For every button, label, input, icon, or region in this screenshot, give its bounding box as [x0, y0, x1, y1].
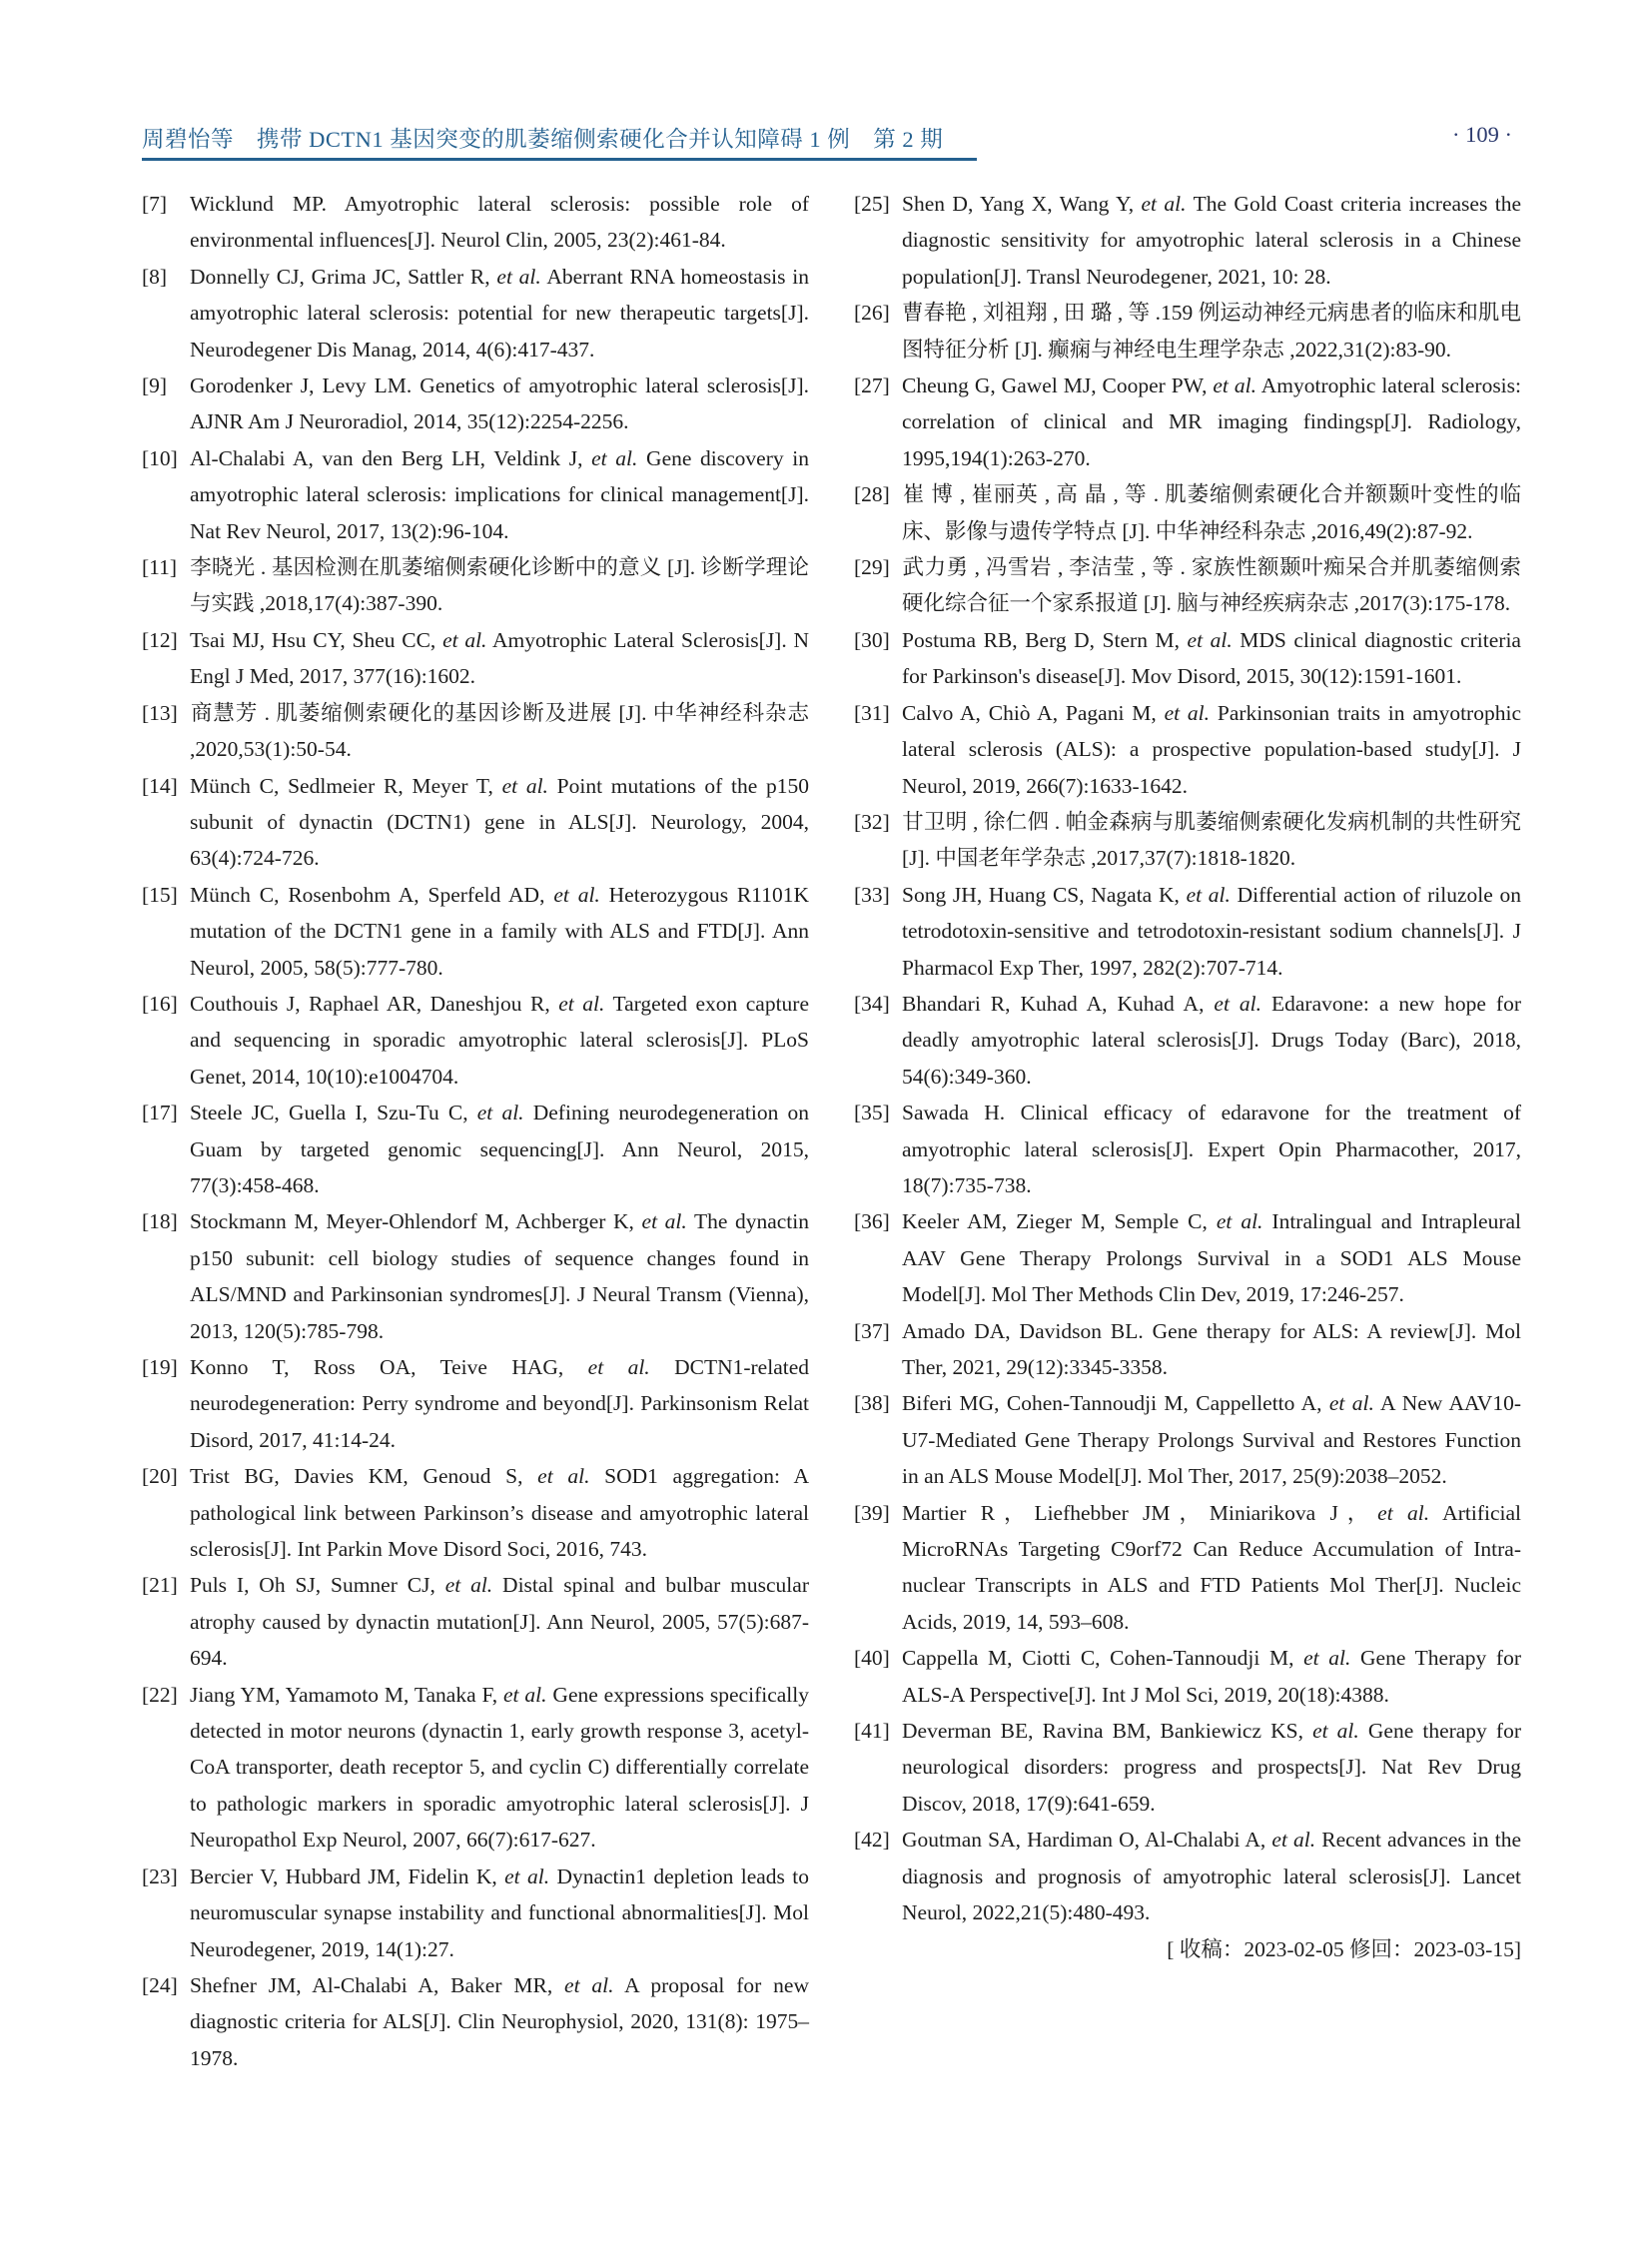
- reference-number: [32]: [854, 809, 890, 834]
- reference-item: [142, 986, 809, 1095]
- references-section: [142, 186, 1521, 2076]
- reference-item: [142, 1677, 809, 1859]
- reference-item: [142, 1458, 809, 1567]
- reference-item: [142, 1203, 809, 1349]
- reference-item: [142, 1567, 809, 1676]
- header-rule: [142, 158, 977, 161]
- reference-item: [854, 1713, 1521, 1822]
- reference-text: Amado DA, Davidson BL. Gene therapy for ALS: A review[J]. Mol Ther, 2021, 29(12):3345-3358.: [902, 1318, 1521, 1379]
- reference-text: 商慧芳 . 肌萎缩侧索硬化的基因诊断及进展 [J]. 中华神经科杂志 ,2020,53(1):50-54.: [190, 700, 809, 762]
- reference-item: [854, 804, 1521, 877]
- reference-number: [19]: [142, 1355, 178, 1379]
- reference-text: 甘卫明 , 徐仁伵 . 帕金森病与肌萎缩侧索硬化发病机制的共性研究 [J]. 中国老年学杂志 ,2017,37(7):1818-1820.: [902, 809, 1521, 871]
- reference-number: [31]: [854, 700, 890, 725]
- reference-number: [25]: [854, 192, 890, 216]
- references-column-right-list: [854, 186, 1521, 1931]
- references-column-right: [854, 186, 1521, 2076]
- reference-text: Bercier V, Hubbard JM, Fidelin K, et al. Dynactin1 depletion leads to neuromuscular synapse instability and functional abnormalities[J]. Mol Neurodegener, 2019, 14(1):27.: [190, 1864, 809, 1961]
- reference-number: [38]: [854, 1391, 890, 1416]
- reference-item: [142, 695, 809, 768]
- reference-text: Shefner JM, Al-Chalabi A, Baker MR, et al. A proposal for new diagnostic criteria for ALS[J]. Clin Neurophysiol, 2020, 131(8): 1975–1978.: [190, 1972, 809, 2070]
- reference-number: [27]: [854, 374, 890, 398]
- reference-text: Münch C, Sedlmeier R, Meyer T, et al. Point mutations of the p150 subunit of dynactin (DCTN1) gene in ALS[J]. Neurology, 2004, 63(4):724-726.: [190, 773, 809, 871]
- reference-item: [854, 476, 1521, 549]
- reference-number: [11]: [142, 555, 178, 580]
- reference-number: [36]: [854, 1209, 890, 1234]
- reference-number: [42]: [854, 1828, 890, 1853]
- reference-text: Sawada H. Clinical efficacy of edaravone for the treatment of amyotrophic lateral sclerosis[J]. Expert Opin Pharmacother, 2017, 18(7):735-738.: [902, 1101, 1521, 1197]
- reference-item: [142, 186, 809, 259]
- reference-text: Al-Chalabi A, van den Berg LH, Veldink J, et al. Gene discovery in amyotrophic lateral sclerosis: implications for clinical management[J]. Nat Rev Neurol, 2017, 13(2):96-104.: [190, 445, 809, 543]
- reference-number: [22]: [142, 1682, 178, 1707]
- reference-text: 李晓光 . 基因检测在肌萎缩侧索硬化诊断中的意义 [J]. 诊断学理论与实践 ,2018,17(4):387-390.: [190, 555, 809, 616]
- reference-number: [12]: [142, 627, 178, 652]
- reference-number: [10]: [142, 445, 178, 470]
- reference-text: Deverman BE, Ravina BM, Bankiewicz KS, et al. Gene therapy for neurological disorders: progress and prospects[J]. Nat Rev Drug Discov, 2018, 17(9):641-659.: [902, 1719, 1521, 1816]
- reference-text: Wicklund MP. Amyotrophic lateral sclerosis: possible role of environmental influences[J]. Neurol Clin, 2005, 23(2):461-84.: [190, 192, 809, 253]
- reference-text: Trist BG, Davies KM, Genoud S, et al. SOD1 aggregation: A pathological link between Parkinson’s disease and amyotrophic lateral sclerosis[J]. Int Parkin Move Disord Soci, 2016, 743.: [190, 1464, 809, 1562]
- reference-number: [8]: [142, 264, 168, 289]
- reference-text: Song JH, Huang CS, Nagata K, et al. Differential action of riluzole on tetrodotoxin-sensitive and tetrodotoxin-resistant sodium channels[J]. J Pharmacol Exp Ther, 1997, 282(2):707-714.: [902, 882, 1521, 980]
- reference-text: 曹春艳 , 刘祖翔 , 田 璐 , 等 .159 例运动神经元病患者的临床和肌电图特征分析 [J]. 癫痫与神经电生理学杂志 ,2022,31(2):83-90.: [902, 301, 1521, 362]
- reference-item: [142, 259, 809, 368]
- reference-number: [18]: [142, 1209, 178, 1234]
- reference-text: Biferi MG, Cohen-Tannoudji M, Cappelletto A, et al. A New AAV10-U7-Mediated Gene Therapy Prolongs Survival and Restores Function in an ALS Mouse Model[J]. Mol Ther, 2017, 25(9):2038–2052.: [902, 1391, 1521, 1489]
- reference-number: [34]: [854, 991, 890, 1016]
- reference-text: Cheung G, Gawel MJ, Cooper PW, et al. Amyotrophic lateral sclerosis: correlation of clinical and MR imaging findingsp[J]. Radiology, 1995,194(1):263-270.: [902, 374, 1522, 470]
- references-column-left: [142, 186, 809, 2076]
- reference-number: [23]: [142, 1864, 178, 1888]
- reference-number: [37]: [854, 1318, 890, 1343]
- reference-number: [30]: [854, 627, 890, 652]
- reference-number: [15]: [142, 882, 178, 907]
- reference-text: Steele JC, Guella I, Szu-Tu C, et al. Defining neurodegeneration on Guam by targeted genomic sequencing[J]. Ann Neurol, 2015, 77(3):458-468.: [190, 1101, 809, 1197]
- reference-number: [13]: [142, 700, 178, 725]
- reference-number: [21]: [142, 1573, 178, 1598]
- reference-item: [142, 768, 809, 877]
- reference-text: Keeler AM, Zieger M, Semple C, et al. Intralingual and Intrapleural AAV Gene Therapy Prolongs Survival in a SOD1 ALS Mouse Model[J]. Mol Ther Methods Clin Dev, 2019, 17:246-257.: [902, 1209, 1522, 1307]
- reference-item: [854, 186, 1521, 295]
- reference-item: [142, 1349, 809, 1458]
- reference-item: [854, 1203, 1521, 1312]
- reference-item: [854, 1640, 1521, 1713]
- reference-text: Donnelly CJ, Grima JC, Sattler R, et al. Aberrant RNA homeostasis in amyotrophic lateral sclerosis: potential for new therapeutic targets[J]. Neurodegener Dis Manag, 2014, 4(6):417-437.: [190, 264, 809, 362]
- reference-number: [14]: [142, 773, 178, 798]
- reference-item: [142, 1967, 809, 2076]
- reference-text: 武力勇 , 冯雪岩 , 李洁莹 , 等 . 家族性额颞叶痴呆合并肌萎缩侧索硬化综合征一个家系报道 [J]. 脑与神经疾病杂志 ,2017(3):175-178.: [902, 555, 1521, 616]
- reference-number: [17]: [142, 1101, 178, 1125]
- reference-item: [142, 877, 809, 986]
- reference-text: Couthouis J, Raphael AR, Daneshjou R, et al. Targeted exon capture and sequencing in sporadic amyotrophic lateral sclerosis[J]. PLoS Genet, 2014, 10(10):e1004704.: [190, 991, 809, 1089]
- reference-text: Tsai MJ, Hsu CY, Sheu CC, et al. Amyotrophic Lateral Sclerosis[J]. N Engl J Med, 2017, 377(16):1602.: [190, 627, 809, 689]
- reference-text: Cappella M, Ciotti C, Cohen-Tannoudji M, et al. Gene Therapy for ALS-A Perspective[J]. Int J Mol Sci, 2019, 20(18):4388.: [902, 1646, 1521, 1707]
- reference-text: Münch C, Rosenbohm A, Sperfeld AD, et al. Heterozygous R1101K mutation of the DCTN1 gene in a family with ALS and FTD[J]. Ann Neurol, 2005, 58(5):777-780.: [190, 882, 809, 980]
- page-number: · 109 ·: [1452, 122, 1512, 147]
- reference-item: [854, 1385, 1521, 1494]
- reference-text: Bhandari R, Kuhad A, Kuhad A, et al. Edaravone: a new hope for deadly amyotrophic lateral sclerosis[J]. Drugs Today (Barc), 2018, 54(6):349-360.: [902, 991, 1521, 1089]
- reference-number: [28]: [854, 482, 890, 507]
- reference-number: [24]: [142, 1972, 178, 1997]
- reference-text: 崔 博 , 崔丽英 , 高 晶 , 等 . 肌萎缩侧索硬化合并额颞叶变性的临床、影像与遗传学特点 [J]. 中华神经科杂志 ,2016,49(2):87-92.: [902, 482, 1521, 543]
- reference-item: [854, 695, 1521, 804]
- reference-item: [854, 622, 1521, 695]
- reference-text: Shen D, Yang X, Wang Y, et al. The Gold Coast criteria increases the diagnostic sensitivity for amyotrophic lateral sclerosis in a Chinese population[J]. Transl Neurodegener, 2021, 10: 28.: [902, 192, 1521, 289]
- reference-text: Puls I, Oh SJ, Sumner CJ, et al. Distal spinal and bulbar muscular atrophy caused by dynactin mutation[J]. Ann Neurol, 2005, 57(5):687-694.: [190, 1573, 809, 1671]
- reference-text: Jiang YM, Yamamoto M, Tanaka F, et al. Gene expressions specifically detected in motor neurons (dynactin 1, early growth response 3, acetyl-CoA transporter, death receptor 5, and cyclin C) differentially correlate to pathologic markers in sporadic amyotrophic lateral sclerosis[J]. J Neuropathol Exp Neurol, 2007, 66(7):617-627.: [190, 1682, 809, 1853]
- reference-item: [142, 440, 809, 549]
- reference-item: [854, 1822, 1521, 1930]
- running-head-title: 周碧怡等 携带 DCTN1 基因突变的肌萎缩侧索硬化合并认知障碍 1 例 第 2 期: [142, 127, 944, 152]
- reference-number: [9]: [142, 374, 168, 398]
- reference-number: [41]: [854, 1719, 890, 1744]
- reference-number: [16]: [142, 991, 178, 1016]
- reference-text: Calvo A, Chiò A, Pagani M, et al. Parkinsonian traits in amyotrophic lateral sclerosis (ALS): a prospective population-based study[J]. J Neurol, 2019, 266(7):1633-1642.: [902, 700, 1521, 798]
- reference-number: [35]: [854, 1101, 890, 1125]
- reference-item: [142, 368, 809, 440]
- reference-item: [854, 295, 1521, 368]
- reference-item: [854, 986, 1521, 1095]
- reference-text: Martier R，Liefhebber JM，Miniarikova J，et al. Artificial MicroRNAs Targeting C9orf72 Can Reduce Accumulation of Intra-nuclear Transcripts in ALS and FTD Patients Mol Ther[J]. Nucleic Acids, 2019, 14, 593–608.: [902, 1500, 1521, 1634]
- reference-text: Konno T, Ross OA, Teive HAG, et al. DCTN1-related neurodegeneration: Perry syndrome and beyond[J]. Parkinsonism Relat Disord, 2017, 41:14-24.: [190, 1355, 810, 1452]
- reference-item: [854, 368, 1521, 476]
- received-revised-date-line: [ 收稿：2023-02-05 修回：2023-03-15]: [1167, 1936, 1521, 1961]
- reference-text: Goutman SA, Hardiman O, Al-Chalabi A, et al. Recent advances in the diagnosis and prognosis of amyotrophic lateral sclerosis[J]. Lancet Neurol, 2022,21(5):480-493.: [902, 1828, 1521, 1925]
- reference-text: Gorodenker J, Levy LM. Genetics of amyotrophic lateral sclerosis[J]. AJNR Am J Neuroradiol, 2014, 35(12):2254-2256.: [190, 374, 809, 434]
- reference-item: [142, 1859, 809, 1967]
- reference-number: [26]: [854, 301, 890, 326]
- reference-text: Stockmann M, Meyer-Ohlendorf M, Achberger K, et al. The dynactin p150 subunit: cell biology studies of sequence changes found in ALS/MND and Parkinsonian syndromes[J]. J Neural Transm (Vienna), 2013, 120(5):785-798.: [190, 1209, 810, 1343]
- reference-item: [854, 1313, 1521, 1386]
- reference-number: [7]: [142, 192, 168, 216]
- reference-item: [142, 549, 809, 622]
- reference-number: [29]: [854, 555, 890, 580]
- reference-item: [854, 1095, 1521, 1203]
- reference-item: [854, 877, 1521, 986]
- reference-item: [854, 1495, 1521, 1641]
- reference-text: Postuma RB, Berg D, Stern M, et al. MDS clinical diagnostic criteria for Parkinson's disease[J]. Mov Disord, 2015, 30(12):1591-1601.: [902, 627, 1521, 689]
- reference-item: [142, 622, 809, 695]
- reference-number: [20]: [142, 1464, 178, 1489]
- reference-number: [40]: [854, 1646, 890, 1671]
- reference-number: [39]: [854, 1500, 890, 1525]
- reference-item: [142, 1095, 809, 1203]
- reference-number: [33]: [854, 882, 890, 907]
- reference-item: [854, 549, 1521, 622]
